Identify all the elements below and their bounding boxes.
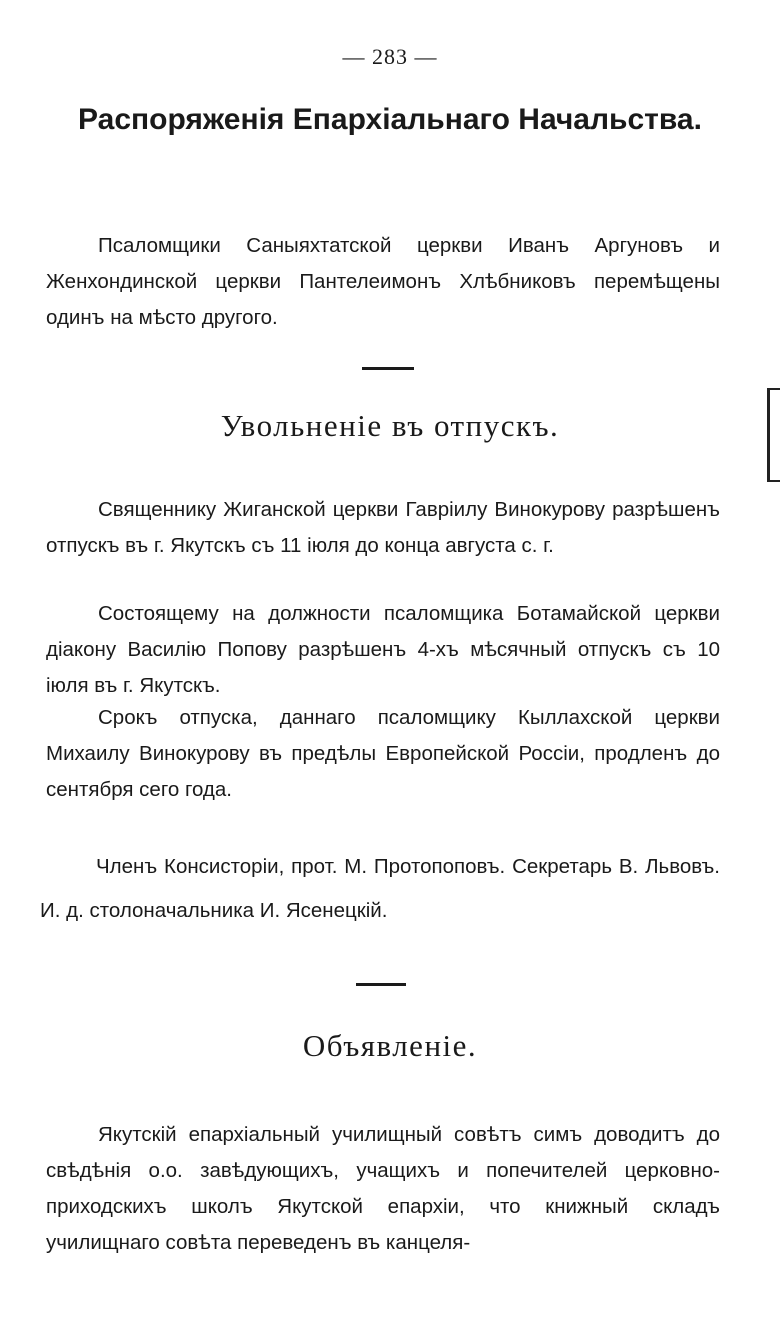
announcement-paragraph: Якутскій епархіальный училищный совѣтъ симъ доводитъ до свѣдѣнія о.о. завѣдующихъ, учащихъ и попечителей церковно-приходскихъ школъ Якутской епархіи, что книжный складъ училищнаго совѣта переведенъ въ канцеля-: [46, 1123, 720, 1254]
leave-paragraph-1: Священнику Жиганской церкви Гавріилу Винокурову разрѣшенъ отпускъ въ г. Якутскъ съ 11 іюля до конца августа с. г.: [46, 498, 720, 557]
leave-paragraph-2: Состоящему на должности псаломщика Ботамайской церкви діакону Василію Попову разрѣшенъ 4-хъ мѣсячный отпускъ съ 10 іюля въ г. Якутскъ.: [46, 602, 720, 697]
leave-section-title: Увольненіе въ отпускъ.: [220, 408, 560, 443]
leave-paragraph-3: Срокъ отпуска, даннаго псаломщику Кыллахской церкви Михаилу Винокурову въ предѣлы Европейской Россіи, продленъ до сентября сего года.: [46, 706, 720, 801]
signatures: Членъ Консисторіи, прот. М. Протопоповъ. Секретарь В. Львовъ. И. д. столоначальника И. Ясенецкій.: [40, 855, 720, 922]
transfer-paragraph: Псаломщики Саныяхтатской церкви Иванъ Аргуновъ и Женхондинской церкви Пантелеимонъ Хлѣбниковъ перемѣщены одинъ на мѣсто другого.: [46, 234, 720, 329]
section-divider-2: [356, 983, 406, 986]
section-divider-1: [362, 367, 414, 370]
main-title: Распоряженія Епархіальнаго Начальства.: [78, 103, 702, 136]
margin-bracket-mark: [767, 388, 780, 482]
page-number: — 283 —: [342, 44, 438, 69]
announcement-section-title: Объявленіе.: [302, 1028, 478, 1063]
